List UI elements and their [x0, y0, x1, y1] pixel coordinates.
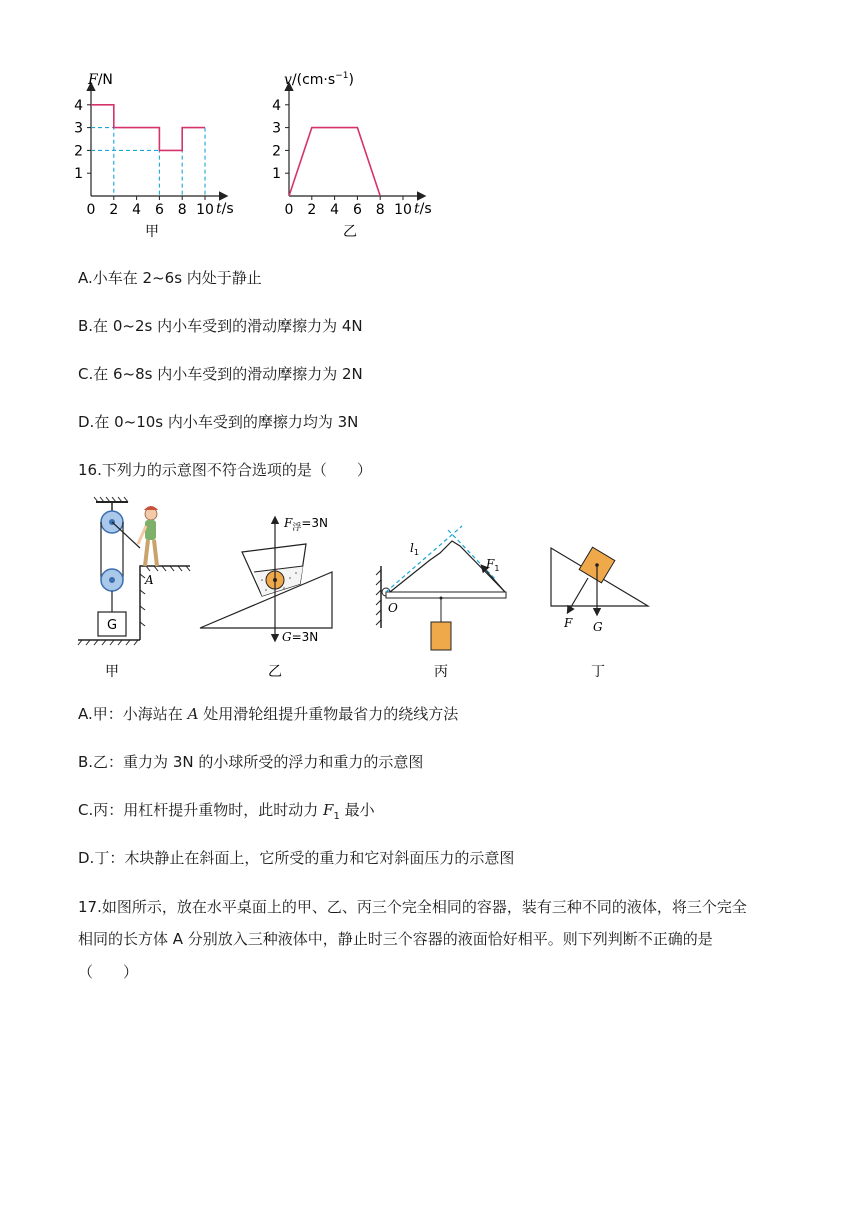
graph-caption: 甲 — [145, 224, 159, 240]
y-tick-label: 4 — [74, 97, 83, 114]
y-tick-label: 1 — [272, 166, 281, 183]
y-tick-label: 4 — [272, 97, 281, 114]
question-17-line1: 17.如图所示，放在水平桌面上的甲、乙、丙三个完全相同的容器，装有三种不同的液体，将三个完全 — [78, 898, 747, 916]
x-axis-label: t/s — [414, 201, 432, 217]
x-tick-label: 8 — [375, 202, 385, 218]
svg-text:甲: 甲 — [105, 664, 119, 680]
svg-text:F浮=3N: $F_浮=3N$ — [284, 516, 329, 533]
x-tick-label: 10 — [394, 202, 412, 218]
svg-text:G: G — [593, 620, 603, 634]
x-tick-label: 4 — [132, 202, 142, 218]
person-icon — [138, 506, 158, 566]
x-tick-label: 0 — [284, 202, 294, 218]
q16-option-c: C.丙：用杠杆提升重物时，此时动力 $F_1$ 最小 — [78, 801, 375, 822]
graph-caption: 乙 — [343, 224, 357, 240]
figure-ding — [551, 547, 648, 680]
svg-text:丙: 丙 — [434, 664, 448, 680]
y-tick-label: 3 — [74, 120, 83, 137]
y-axis-label: F/N — [88, 72, 113, 88]
velocity-time-graph — [272, 71, 432, 240]
svg-text:l1: $l_1$ — [410, 541, 419, 557]
lever-bar — [386, 592, 506, 598]
y-axis-label: $v/(cm\cdot s^{-1})$ — [284, 71, 354, 88]
svg-text:F: F — [564, 616, 573, 630]
option-b: B.在 0~2s 内小车受到的滑动摩擦力为 4N — [78, 317, 363, 335]
option-d: D.在 0~10s 内小车受到的摩擦力均为 3N — [78, 413, 359, 431]
figure-bing — [376, 526, 506, 680]
q16-option-d: D.丁：木块静止在斜面上，它所受的重力和它对斜面压力的示意图 — [78, 849, 515, 867]
figure-yi — [200, 516, 332, 680]
y-tick-label: 3 — [272, 120, 281, 137]
q16-figures — [0, 495, 860, 690]
svg-text:G: G — [106, 618, 118, 633]
x-tick-label: 2 — [109, 202, 119, 218]
x-tick-label: 0 — [86, 202, 96, 218]
series-line — [289, 128, 380, 196]
option-c: C.在 6~8s 内小车受到的滑动摩擦力为 2N — [78, 365, 363, 383]
option-a: A.小车在 2~6s 内处于静止 — [78, 269, 262, 287]
svg-text:A: A — [145, 573, 154, 587]
x-axis-label: t/s — [216, 201, 234, 217]
y-tick-label: 1 — [74, 166, 83, 183]
x-tick-label: 8 — [177, 202, 187, 218]
question-17-line2: 相同的长方体 A 分别放入三种液体中，静止时三个容器的液面恰好相平。则下列判断不正确的是 — [78, 930, 713, 948]
figure-jia — [78, 497, 190, 680]
x-tick-label: 4 — [330, 202, 340, 218]
y-tick-label: 2 — [272, 143, 281, 160]
svg-text:乙: 乙 — [268, 664, 282, 680]
question-16-stem: 16.下列力的示意图不符合选项的是（ ） — [78, 461, 372, 479]
x-tick-label: 10 — [196, 202, 214, 218]
graph-panel — [0, 0, 860, 250]
force-time-graph — [74, 72, 234, 240]
q16-option-a: A.甲：小海站在 A 处用滑轮组提升重物最省力的绕线方法 — [78, 705, 459, 723]
weight-block — [431, 622, 451, 650]
x-tick-label: 6 — [352, 202, 362, 218]
svg-text:G=3N: G=3N — [282, 630, 319, 644]
y-tick-label: 2 — [74, 143, 83, 160]
svg-text:F1: $F_1$ — [486, 557, 500, 573]
x-tick-label: 2 — [307, 202, 317, 218]
x-tick-label: 6 — [154, 202, 164, 218]
q16-option-b: B.乙：重力为 3N 的小球所受的浮力和重力的示意图 — [78, 753, 424, 771]
question-17-line3: （ ） — [78, 963, 139, 981]
svg-text:O: O — [388, 601, 398, 615]
svg-text:丁: 丁 — [591, 664, 605, 680]
